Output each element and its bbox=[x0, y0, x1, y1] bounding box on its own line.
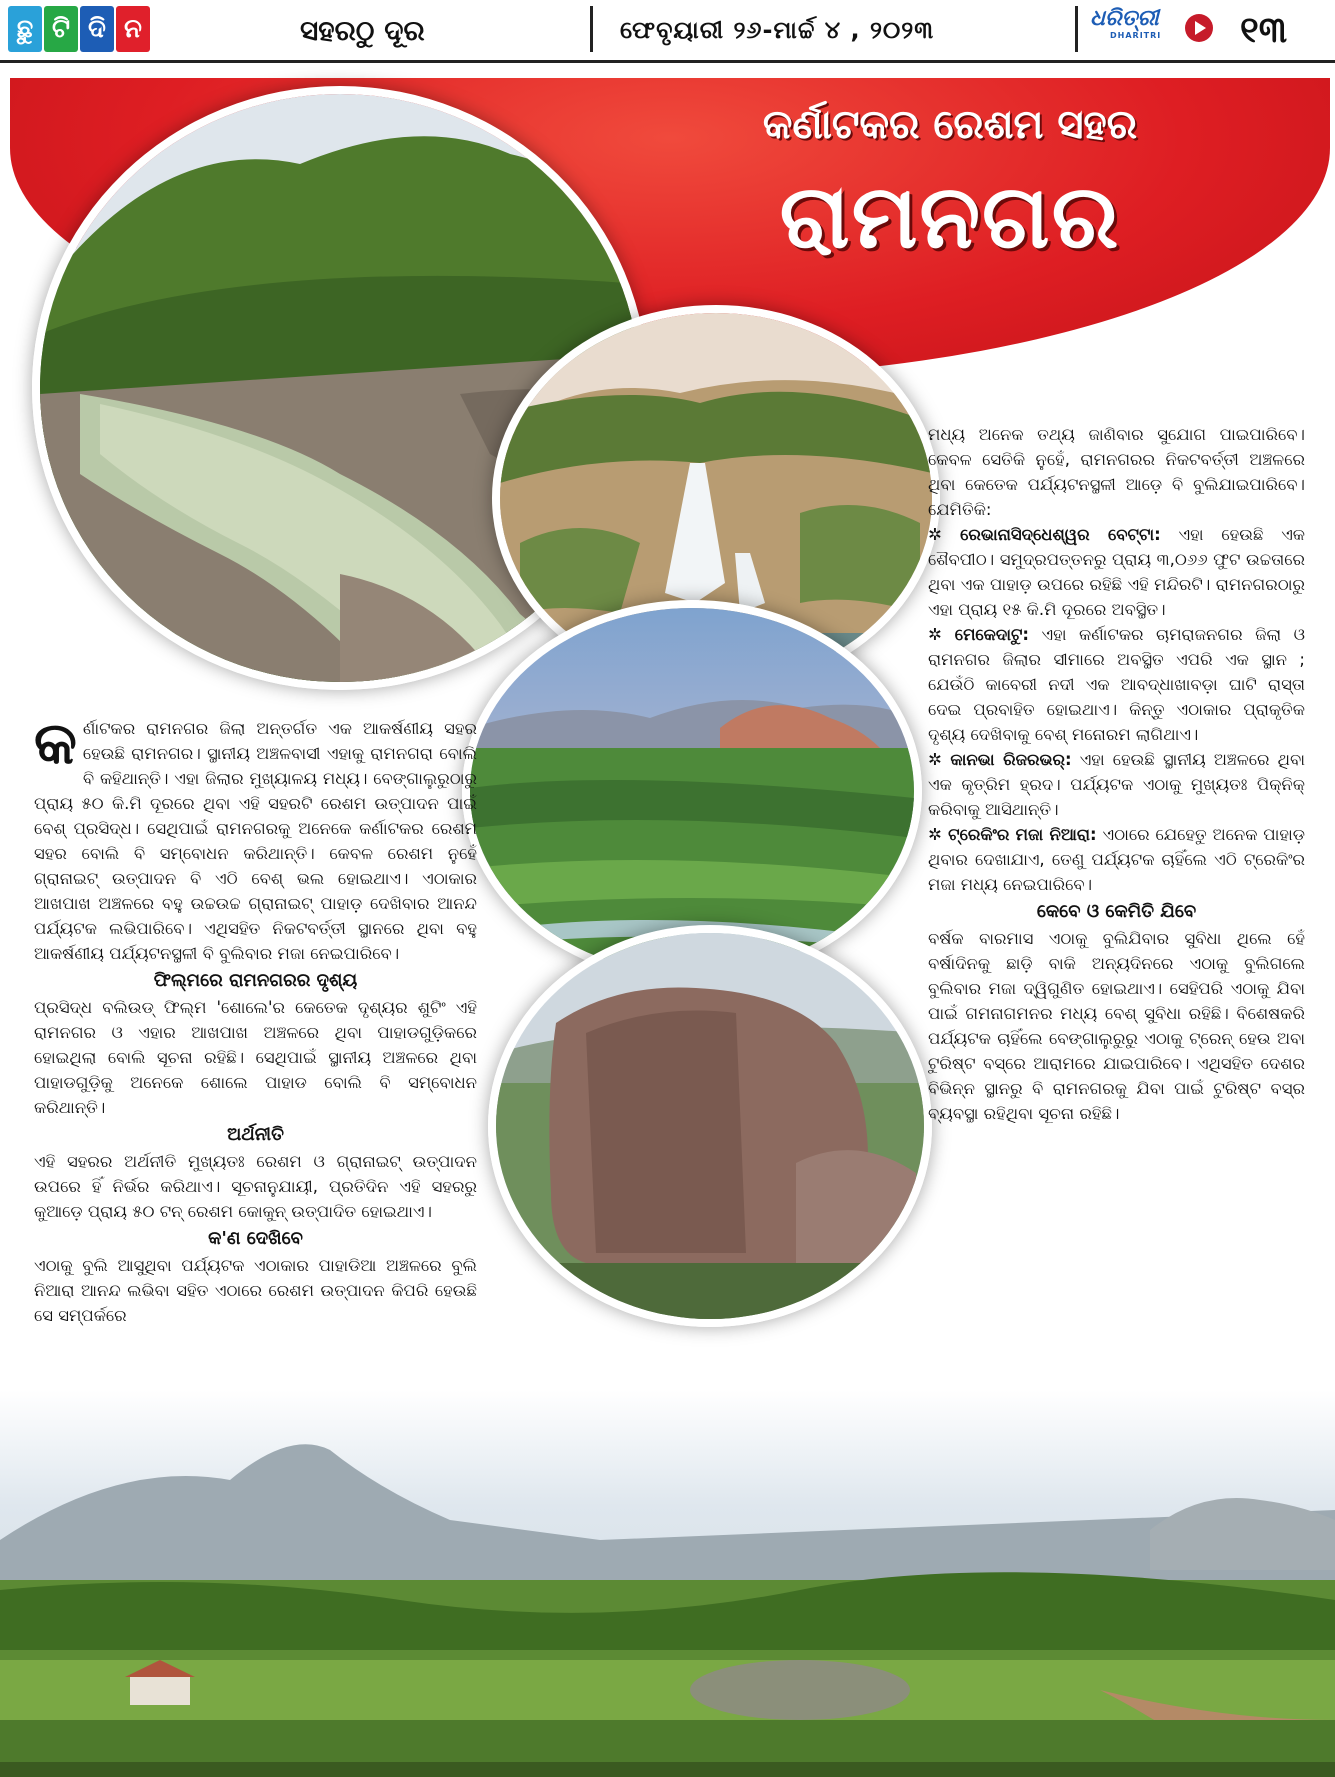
attraction-text: ଏହା କର୍ଣାଟକର ଚାମରାଜନଗର ଜିଲା ଓ ରାମନଗର ଜିଲାର ସୀମାରେ ଅବସ୍ଥିତ ଏପରି ଏକ ସ୍ଥାନ ; ଯେଉଁଠି କାବେରୀ ନଦୀ ଏକ ଆବଦ୍ଧାଖାବଡ଼ା ଘାଟି ରାସ୍ତା ଦେଇ ପ୍ରବାହିତ ହୋଇଥାଏ। କିନ୍ତୁ ଏଠାକାର ପ୍ରାକୃତିକ ଦୃଶ୍ୟ ଦେଖିବାକୁ ବେଶ୍ ମନୋରମ ଲାଗିଥାଏ। bbox=[928, 625, 1305, 744]
brand-letter-4: ନ bbox=[116, 6, 150, 52]
attraction-item bbox=[928, 522, 1305, 622]
paragraph-continued: ମଧ୍ୟ ଅନେକ ତଥ୍ୟ ଜାଣିବାର ସୁଯୋଗ ପାଇପାରିବେ। କେବଳ ସେତିକି ନୁହେଁ, ରାମନଗରର ନିକଟବର୍ତ୍ତୀ ଅଞ୍ଚଳରେ ଥିବା କେତେକ ପର୍ଯ୍ୟଟନସ୍ଥଳୀ ଆଡ଼େ ବି ବୁଲିଯାଇପାରିବେ। ଯେମିତିକି: bbox=[928, 425, 1305, 519]
section-title: ସହରଠୁ ଦୂର bbox=[300, 14, 425, 47]
landscape-photo bbox=[0, 1390, 1335, 1777]
attraction-title: ✲ ମେକେଦାଟୁ: bbox=[928, 625, 1030, 644]
subheading-when-how: କେବେ ଓ କେମିତି ଯିବେ bbox=[1036, 901, 1197, 922]
paragraph-when-how: ବର୍ଷକ ବାରମାସ ଏଠାକୁ ବୁଲିଯିବାର ସୁବିଧା ଥିଲେ ହେଁ ବର୍ଷାଦିନକୁ ଛାଡ଼ି ବାକି ଅନ୍ୟଦିନରେ ଏଠାକୁ ବୁଲିଗଲେ ବୁଲିବାର ମଜା ଦ୍ୱିଗୁଣିତ ହୋଇଥାଏ। ସେହିପରି ଏଠାକୁ ଯିବା ପାଇଁ ଗମନାଗମନର ମଧ୍ୟ ବେଶ୍ ସୁବିଧା ରହିଛି। ବିଶେଷକରି ପର୍ଯ୍ୟଟକ ଚାହିଁଲେ ବେଙ୍ଗାଲୁରୁରୁ ଏଠାକୁ ଟ୍ରେନ୍ ହେଉ ଅବା ଟୁରିଷ୍ଟ ବସ୍‌ରେ ଆରାମରେ ଯାଇପାରିବେ। ଏଥିସହିତ ଦେଶର ବିଭିନ୍ନ ସ୍ଥାନରୁ ବି ରାମନଗରକୁ ଯିବା ପାଇଁ ଟୁରିଷ୍ଟ ବସ୍‌ର ବ୍ୟବସ୍ଥା ରହିଥିବା ସୂଚନା ରହିଛି। bbox=[928, 929, 1305, 1123]
paper-logo bbox=[1090, 6, 1161, 40]
brand-logo bbox=[8, 6, 150, 52]
left-column bbox=[34, 709, 477, 1328]
article-kicker: କର୍ଣାଟକର ରେଶମ ସହର bbox=[762, 102, 1138, 148]
subheading-what-to-see: କ'ଣ ଦେଖିବେ bbox=[208, 1228, 303, 1249]
attraction-item bbox=[928, 747, 1305, 822]
paper-subtitle: DHARITRI bbox=[1110, 31, 1162, 40]
brand-letter-3: ଦି bbox=[80, 6, 114, 52]
attraction-title: ✲ କାନଭା ରିଜରଭର୍: bbox=[928, 750, 1072, 769]
attraction-item bbox=[928, 622, 1305, 747]
issue-date: ଫେବୃୟାରୀ ୨୬-ମାର୍ଚ୍ଚ ୪ , ୨୦୨୩ bbox=[620, 16, 935, 44]
attraction-text: ଏଠାରେ ଯେହେତୁ ଅନେକ ପାହାଡ଼ ଥିବାର ଦେଖାଯାଏ, ତେଣୁ ପର୍ଯ୍ୟଟକ ଚାହିଁଲେ ଏଠି ଟ୍ରେକିଂର ମଜା ମଧ୍ୟ ନେଇପାରିବେ। bbox=[928, 825, 1305, 894]
attraction-title: ✲ ରେଭାନାସିଦ୍ଧେଶ୍ୱର ବେଟ୍ଟା: bbox=[928, 525, 1161, 544]
paragraph-what-to-see: ଏଠାକୁ ବୁଲି ଆସୁଥିବା ପର୍ଯ୍ୟଟକ ଏଠାକାର ପାହାଡିଆ ଅଞ୍ଚଳରେ ବୁଲି ନିଆରା ଆନନ୍ଦ ଲଭିବା ସହିତ ଏଠାରେ ରେଶମ ଉତ୍ପାଦନ କିପରି ହେଉଛି ସେ ସମ୍ପର୍କରେ bbox=[34, 1256, 477, 1325]
dropcap: କ bbox=[34, 709, 77, 777]
header-divider bbox=[590, 6, 593, 52]
brand-letter-2: ଟି bbox=[44, 6, 78, 52]
subheading-film: ଫିଲ୍ମରେ ରାମନଗରର ଦୃଶ୍ୟ bbox=[153, 970, 358, 991]
page-header bbox=[0, 0, 1335, 63]
article-headline: ରାମନଗର bbox=[779, 165, 1121, 268]
intro-paragraph bbox=[34, 709, 477, 966]
play-icon bbox=[1185, 14, 1213, 42]
attraction-item bbox=[928, 822, 1305, 897]
paragraph-economy: ଏହି ସହରର ଅର୍ଥନୀତି ମୁଖ୍ୟତଃ ରେଶମ ଓ ଗ୍ରାନାଇଟ୍ ଉତ୍ପାଦନ ଉପରେ ହିଁ ନିର୍ଭର କରିଥାଏ। ସୂଚନାନୁଯାୟୀ, ପ୍ରତିଦିନ ଏହି ସହରରୁ କୁଆଡ଼େ ପ୍ରାୟ ୫୦ ଟନ୍ ରେଶମ କୋକୁନ୍ ଉତ୍ପାଦିତ ହୋଇଥାଏ। bbox=[34, 1152, 477, 1221]
attraction-text: ଏହା ହେଉଛି ଏକ ଶୈବପୀଠ। ସମୁଦ୍ରପତ୍ତନରୁ ପ୍ରାୟ ୩,୦୬୬ ଫୁଟ ଉଚ୍ଚତାରେ ଥିବା ଏକ ପାହାଡ଼ ଉପରେ ରହିଛି ଏହି ମନ୍ଦିରଟି। ରାମନଗରଠାରୁ ଏହା ପ୍ରାୟ ୧୫ କି.ମି ଦୂରରେ ଅବସ୍ଥିତ। bbox=[928, 525, 1306, 619]
paragraph-film: ପ୍ରସିଦ୍ଧ ବଲିଉଡ୍ ଫିଲ୍ମ 'ଶୋଲେ'ର କେତେକ ଦୃଶ୍ୟର ଶୁଟିଂ ଏହି ରାମନଗର ଓ ଏହାର ଆଖପାଖ ଅଞ୍ଚଳରେ ଥିବା ପାହାଡଗୁଡ଼ିକରେ ହୋଇଥିଲା ବୋଲି ସୂଚନା ରହିଛି। ସେଥିପାଇଁ ସ୍ଥାନୀୟ ଅଞ୍ଚଳରେ ଥିବା ପାହାଡଗୁଡ଼ିକୁ ଅନେକେ ଶୋଲେ ପାହାଡ ବୋଲି ବି ସମ୍ବୋଧନ କରିଥାନ୍ତି। bbox=[34, 998, 477, 1117]
page-number: ୧୩ bbox=[1240, 10, 1288, 51]
right-column bbox=[928, 422, 1305, 1126]
header-divider bbox=[1075, 6, 1078, 52]
intro-text: ର୍ଣାଟକର ରାମନଗର ଜିଲା ଅନ୍ତର୍ଗତ ଏକ ଆକର୍ଷଣୀୟ ସହର ହେଉଛି ରାମନଗର। ସ୍ଥାନୀୟ ଅଞ୍ଚଳବାସୀ ଏହାକୁ ରାମନଗରା ବୋଲି ବି କହିଥାନ୍ତି। ଏହା ଜିଲାର ମୁଖ୍ୟାଳୟ ମଧ୍ୟ। ବେଙ୍ଗାଲୁରୁଠାରୁ ପ୍ରାୟ ୫୦ କି.ମି ଦୂରରେ ଥିବା ଏହି ସହରଟି ରେଶମ ଉତ୍ପାଦନ ପାଇଁ ବେଶ୍ ପ୍ରସିଦ୍ଧ। ସେଥିପାଇଁ ରାମନଗରକୁ ଅନେକେ କର୍ଣାଟକର ରେଶମ ସହର ବୋଲି ବି ସମ୍ବୋଧନ କରିଥାନ୍ତି। କେବଳ ରେଶମ ନୁହେଁ ଗ୍ରାନାଇଟ୍ ଉତ୍ପାଦନ ବି ଏଠି ବେଶ୍ ଭଲ ହୋଇଥାଏ। ଏଠାକାର ଆଖପାଖ ଅଞ୍ଚଳରେ ବହୁ ଉଚ୍ଚଉଚ୍ଚ ଗ୍ରାନାଇଟ୍ ପାହାଡ଼ ଦେଖିବାର ଆନନ୍ଦ ପର୍ଯ୍ୟଟକ ଲଭିପାରିବେ। ଏଥିସହିତ ନିକଟବର୍ତ୍ତୀ ସ୍ଥାନରେ ଥିବା ବହୁ ଆକର୍ଷଣୀୟ ପର୍ଯ୍ୟଟନସ୍ଥଳୀ ବି ବୁଲିବାର ମଜା ନେଇପାରିବେ। bbox=[34, 719, 477, 963]
attraction-text: ଏହା ହେଉଛି ସ୍ଥାନୀୟ ଅଞ୍ଚଳରେ ଥିବା ଏକ କୃତ୍ରିମ ହ୍ରଦ। ପର୍ଯ୍ୟଟକ ଏଠାକୁ ମୁଖ୍ୟତଃ ପିକ୍‌ନିକ୍ କରିବାକୁ ଆସିଥାନ୍ତି। bbox=[928, 750, 1305, 819]
brand-letter-1: ଛୁ bbox=[8, 6, 42, 52]
subheading-economy: ଅର୍ଥନୀତି bbox=[227, 1124, 284, 1145]
granite-rock-photo bbox=[488, 925, 932, 1327]
paper-name: ଧରିତ୍ରୀ bbox=[1090, 6, 1159, 31]
attraction-title: ✲ ଟ୍ରେକିଂର ମଜା ନିଆରା: bbox=[928, 825, 1097, 844]
